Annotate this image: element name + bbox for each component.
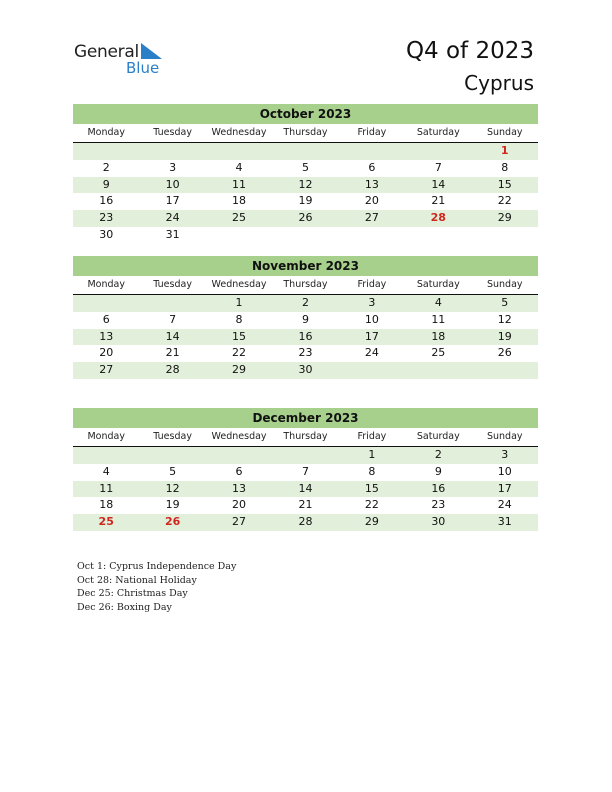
week-row <box>73 193 538 210</box>
day-cell: 8 <box>235 312 243 326</box>
day-cell: 12 <box>165 481 180 495</box>
day-cell <box>206 143 272 160</box>
day-cell: 31 <box>165 227 180 241</box>
month-title: November 2023 <box>73 256 538 276</box>
day-cell: 17 <box>165 194 180 208</box>
day-cell: 22 <box>497 194 512 208</box>
day-cell <box>405 227 471 244</box>
weekday-label: Thursday <box>283 127 328 138</box>
weekday-label: Tuesday <box>153 127 192 138</box>
day-cell: 6 <box>368 160 376 174</box>
day-cell: 5 <box>501 296 509 309</box>
weekday-label: Sunday <box>486 279 523 290</box>
day-cell: 17 <box>497 481 512 495</box>
day-cell: 22 <box>232 346 247 360</box>
week-row <box>73 514 538 531</box>
weekday-label: Thursday <box>283 279 328 290</box>
day-cell: 29 <box>497 211 512 225</box>
weekday-label: Friday <box>357 279 387 290</box>
day-cell: 20 <box>99 346 114 360</box>
month-december <box>73 408 538 531</box>
day-cell: 9 <box>102 177 110 191</box>
day-cell: 20 <box>232 498 247 512</box>
day-cell: 31 <box>497 515 512 529</box>
day-cell: 2 <box>301 296 309 309</box>
weekday-label: Tuesday <box>153 279 192 290</box>
day-cell: 21 <box>165 346 180 360</box>
day-cell: 18 <box>431 329 446 343</box>
day-cell: 10 <box>364 312 379 326</box>
day-cell: 3 <box>501 448 509 461</box>
day-cell <box>272 227 338 244</box>
week-row <box>73 497 538 514</box>
week-row <box>73 295 538 312</box>
holiday-note: Dec 25: Christmas Day <box>77 588 188 599</box>
day-cell: 25 <box>98 515 114 529</box>
day-cell <box>272 143 338 160</box>
day-cell <box>405 362 471 379</box>
day-cell: 20 <box>364 194 379 208</box>
weekday-label: Friday <box>357 431 387 442</box>
month-title: October 2023 <box>73 104 538 124</box>
week-row <box>73 464 538 481</box>
day-cell: 18 <box>99 498 114 512</box>
weekday-label: Monday <box>87 127 125 138</box>
day-cell: 15 <box>497 177 512 191</box>
day-cell: 26 <box>164 515 181 529</box>
day-cell: 2 <box>434 448 442 461</box>
week-row <box>73 345 538 362</box>
month-title: December 2023 <box>73 408 538 428</box>
day-cell: 5 <box>301 160 309 174</box>
day-cell: 25 <box>431 346 446 360</box>
day-cell: 15 <box>364 481 379 495</box>
day-cell <box>139 143 205 160</box>
weekday-header-row <box>73 428 538 447</box>
day-cell: 28 <box>430 211 446 225</box>
logo-triangle-icon <box>141 43 163 60</box>
day-cell <box>405 143 471 160</box>
weekday-label: Saturday <box>416 279 460 290</box>
day-cell: 9 <box>301 312 309 326</box>
day-cell <box>339 143 405 160</box>
day-cell: 24 <box>165 211 180 225</box>
day-cell: 17 <box>364 329 379 343</box>
month-november <box>73 256 538 379</box>
day-cell <box>472 227 538 244</box>
week-row <box>73 447 538 464</box>
week-row <box>73 312 538 329</box>
day-cell <box>206 447 272 464</box>
holiday-note: Oct 28: National Holiday <box>77 574 197 586</box>
day-cell: 13 <box>364 177 379 191</box>
month-october <box>73 104 538 244</box>
day-cell: 7 <box>434 160 442 174</box>
day-cell <box>339 227 405 244</box>
day-cell: 5 <box>169 464 177 478</box>
country-name: Cyprus <box>464 71 534 95</box>
day-cell: 26 <box>298 211 313 225</box>
day-cell: 19 <box>497 329 512 343</box>
day-cell: 23 <box>431 498 446 512</box>
day-cell: 19 <box>298 194 313 208</box>
week-row <box>73 210 538 227</box>
day-cell: 24 <box>364 346 379 360</box>
day-cell: 2 <box>102 160 110 174</box>
weekday-label: Saturday <box>416 127 460 138</box>
weekday-label: Thursday <box>283 431 328 442</box>
day-cell: 1 <box>235 296 243 309</box>
day-cell <box>139 295 205 312</box>
day-cell: 16 <box>99 194 114 208</box>
weekday-label: Sunday <box>486 431 523 442</box>
weekday-label: Friday <box>357 127 387 138</box>
day-cell <box>339 362 405 379</box>
day-cell: 27 <box>99 363 114 377</box>
generalblue-logo <box>74 40 174 80</box>
day-cell: 4 <box>434 296 442 309</box>
day-cell: 25 <box>232 211 247 225</box>
day-cell: 13 <box>232 481 247 495</box>
holiday-note: Oct 1: Cyprus Independence Day <box>77 561 237 572</box>
day-cell: 28 <box>298 515 313 529</box>
day-cell: 10 <box>165 177 180 191</box>
day-cell: 1 <box>368 448 376 461</box>
weekday-label: Saturday <box>416 431 460 442</box>
day-cell: 10 <box>497 464 512 478</box>
logo-word-blue: Blue <box>126 59 160 77</box>
day-cell: 11 <box>431 312 446 326</box>
page-title: Q4 of 2023 <box>405 38 534 64</box>
day-cell <box>139 447 205 464</box>
day-cell: 29 <box>232 363 247 377</box>
day-cell: 12 <box>298 177 313 191</box>
day-cell: 30 <box>431 515 446 529</box>
day-cell: 19 <box>165 498 180 512</box>
day-cell: 27 <box>364 211 379 225</box>
day-cell: 7 <box>301 464 309 478</box>
week-row <box>73 177 538 194</box>
weekday-label: Wednesday <box>211 127 267 138</box>
holiday-notes <box>77 560 236 614</box>
day-cell: 21 <box>431 194 446 208</box>
day-cell: 9 <box>434 464 442 478</box>
day-cell: 11 <box>99 481 114 495</box>
week-row <box>73 362 538 379</box>
day-cell: 3 <box>368 296 376 309</box>
day-cell: 6 <box>102 312 110 326</box>
day-cell: 14 <box>165 329 180 343</box>
weekday-label: Monday <box>87 431 125 442</box>
day-cell: 14 <box>431 177 446 191</box>
holiday-note: Dec 26: Boxing Day <box>77 601 172 613</box>
day-cell <box>206 227 272 244</box>
day-cell: 14 <box>298 481 313 495</box>
day-cell: 22 <box>364 498 379 512</box>
week-row <box>73 143 538 160</box>
day-cell: 21 <box>298 498 313 512</box>
weekday-label: Sunday <box>486 127 523 138</box>
day-cell: 11 <box>232 177 247 191</box>
week-row <box>73 160 538 177</box>
day-cell: 4 <box>235 160 243 174</box>
week-row <box>73 481 538 498</box>
week-row <box>73 329 538 346</box>
weekday-label: Monday <box>87 279 125 290</box>
day-cell <box>472 362 538 379</box>
logo-word-general: General <box>74 42 139 62</box>
day-cell: 7 <box>169 312 177 326</box>
weekday-header-row <box>73 276 538 295</box>
day-cell: 16 <box>431 481 446 495</box>
day-cell <box>73 447 139 464</box>
day-cell: 29 <box>364 515 379 529</box>
weekday-label: Tuesday <box>153 431 192 442</box>
day-cell: 8 <box>368 464 376 478</box>
day-cell: 4 <box>102 464 110 478</box>
day-cell: 26 <box>497 346 512 360</box>
weekday-header-row <box>73 124 538 143</box>
day-cell <box>73 143 139 160</box>
day-cell: 8 <box>501 160 509 174</box>
day-cell: 15 <box>232 329 247 343</box>
day-cell: 3 <box>169 160 177 174</box>
day-cell: 23 <box>298 346 313 360</box>
day-cell: 6 <box>235 464 243 478</box>
day-cell: 30 <box>99 227 114 241</box>
day-cell: 30 <box>298 363 313 377</box>
weekday-label: Wednesday <box>211 431 267 442</box>
day-cell: 28 <box>165 363 180 377</box>
day-cell: 1 <box>500 144 509 157</box>
day-cell: 24 <box>497 498 512 512</box>
week-row <box>73 227 538 244</box>
weekday-label: Wednesday <box>211 279 267 290</box>
day-cell: 27 <box>232 515 247 529</box>
day-cell <box>272 447 338 464</box>
day-cell: 23 <box>99 211 114 225</box>
day-cell: 13 <box>99 329 114 343</box>
day-cell: 18 <box>232 194 247 208</box>
day-cell: 16 <box>298 329 313 343</box>
day-cell: 12 <box>497 312 512 326</box>
day-cell <box>73 295 139 312</box>
